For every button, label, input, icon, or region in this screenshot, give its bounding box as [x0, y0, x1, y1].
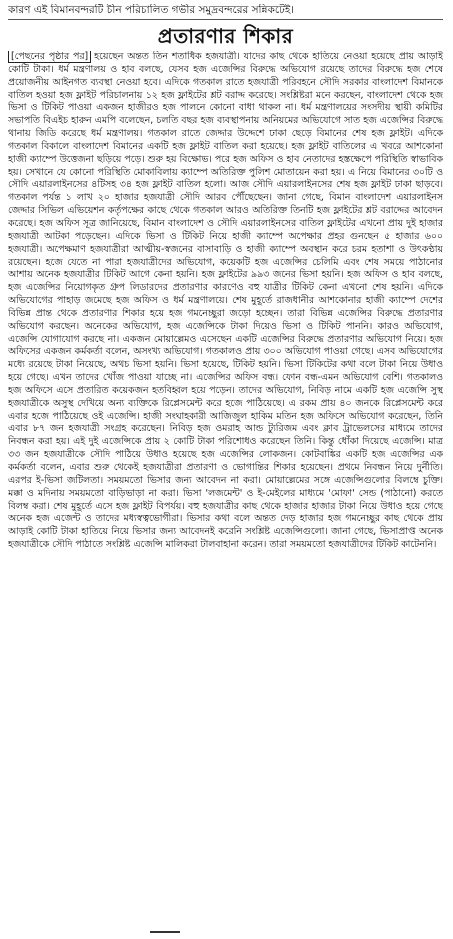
column-end-rule	[150, 931, 180, 937]
continued-from-tag: [পেছনের পৃষ্ঠার পর]	[8, 51, 91, 63]
article-body-text: হয়েছেন অন্তত তিন শতাধিক হজযাত্রী। যাদের কাছ থেকে হাতিয়ে নেওয়া হয়েছে প্রায় আড়াই কোটি টাকা। ধর্ম মন্ত্রণালয় ও হাব বলছে, যেসব হজ এজেন্সির বিরুদ্ধে অভিযোগ রয়েছে তাদের বিরুদ্ধে হজ শেষে প্রয়োজনীয় আইনগত ব্যবস্থা নেওয়া হবে। এদিকে গতকাল রাতে হজযাত্রী পরিবহনে সৌদি সরকার বাংলাদেশ বিমানকে বাতিল হওয়া হজ ফ্লাইট পরিচালনায় ১২ হজ ফ্লাইটের শ্লট বরাদ্দ করেছে। সংশ্লিষ্টরা মনে করছেন, বাংলাদেশ থেকে হজ ভিসা ও টিকিট পাওয়া একজন হাজীরও হজ পালনে কোনো বাধা থাকল না। ধর্ম মন্ত্রণালয়ের সংসদীয় স্থায়ী কমিটির সভাপতি বিএইচ হারুন এমপি বলেছেন, চলতি বছর হজ ব্যবস্থাপনায় অনিয়মের অভিযোগে সাত হজ এজেন্সির বিরুদ্ধে থানায় জিডি করেছে ধর্ম মন্ত্রণালয়। গতকাল রাতে জেদ্দার উদ্দেশে ঢাকা ছেড়ে বিমানের শেষ হজ ফ্লাইট। এদিকে গতকাল বিকালে বাংলাদেশ বিমানের একটি হজ ফ্লাইট বাতিল করা হয়েছে। হজ ফ্লাইট বাতিলের এ খবরে আশকোনা হাজী ক্যাম্পে উত্তেজনা ছড়িয়ে পড়ে। শুরু হয় বিক্ষোভ। পরে হজ অফিস ও হাব নেতাদের হস্তক্ষেপে পরিস্থিতি স্বাভাবিক হয়। সেখানে যে কোনো পরিস্থিতি মোকাবিলায় ক্যাম্পে অতিরিক্ত পুলিশ মোতায়েন করা হয়। এ নিয়ে বিমানের ৩০টি ও সৌদি এয়ারলাইনসের ৪টিসহ ৩৪ হজ ফ্লাইট বাতিল হলো। আজ সৌদি এয়ারলাইনসের শেষ হজ ফ্লাইট ঢাকা ছাড়বে। গতকাল পর্যন্ত ১ লাখ ২০ হাজার হজযাত্রী সৌদি আরব পৌঁছেছেন। জানা গেছে, বিমান বাংলাদেশ এয়ারলাইনস জেদ্দার সিভিল এভিয়েশন কর্তৃপক্ষের কাছে থেকে গতকাল আরও অতিরিক্ত তিনটি হজ ফ্লাইটের শ্লট বরাদ্দের আবেদন করেছে। হজ অফিস সূত্র জানিয়েছে, বিমান বাংলাদেশ ও সৌদি এয়ারলাইনসের বাতিল ফ্লাইটের এখনো প্রায় দুই হাজার হজযাত্রী আটকা পড়েছেন। এদিকে ভিসা ও টিকিট নিয়ে হাজী ক্যাম্পে অপেক্ষার প্রহর গুনছেন ৫ হাজার ৬০০ হজযাত্রী। অপেক্ষমাণ হজযাত্রীরা আত্মীয়-স্বজনের বাসাবাড়ি ও হাজী ক্যাম্পে অবস্থান করে চরম হতাশা ও উৎকণ্ঠায় রয়েছেন। হজে যেতে না পারা হজযাত্রীদের অভিযোগ, কয়েকটি হজ এজেন্সির চেলিমি এবং শেষ সময়ে পাঠানোর আশায় অনেক হজযাত্রীর টিকিট আগে কেনা হয়নি। হজ ফ্লাইটের ৯৯৩ জনের ভিসা হয়নি। হজ অফিস ও হাব বলছে, হজ এজেন্সির নিয়োগকৃত গ্রুপ লিডারদের প্রতারণার কারণেও বহু যাত্রীর টিকিট কেনা এখনো শেষ হয়নি। এদিকে অভিযোগের পাহাড় জমেছে হজ অফিস ও ধর্ম মন্ত্রণালয়ে। শেষ মুহূর্তে রাজধানীর আশকোনার হাজী ক্যাম্পে দেশের বিভিন্ন প্রান্ত থেকে প্রতারণার শিকার হয়ে হজ গমনেচ্ছুরা জড়ো হচ্ছেন। তারা বিভিন্ন এজেন্সির বিরুদ্ধে প্রতারণার অভিযোগ করছেন। অনেকের অভিযোগ, হজ এজেন্সিকে টাকা দিয়েও ভিসা ও টিকিট পাননি। কারও অভিযোগ, এজেন্সি যোগাযোগ করছে না। একজন মোয়াল্লেমও এসেছেন একটি এজেন্সির বিরুদ্ধে প্রতারণার অভিযোগ নিয়ে। হজ অফিসের একজন কর্মকর্তা বলেন, অসংখ্য অভিযোগ। গতকালও প্রায় ৩০০ অভিযোগ পাওয়া গেছে। এসব অভিযোগের মধ্যে রয়েছে টাকা নিয়েছে, অথচ ভিসা হয়নি। ভিসা হয়েছে, টিকিট হয়নি। ভিসা টিকিটের কথা বলে টাকা নিয়ে উধাও হয়ে গেছে। এখন তাদের খোঁজ পাওয়া যাচ্ছে না। এজেন্সির অফিস বন্ধ। ফোন বন্ধ-এমন অভিযোগ বেশি। গতকালও হজ অফিসে এসে প্রতারিত কয়েকজন হতবিহ্বল হয়ে পড়েন। তাদের অভিযোগ, নিবিড় নামে একটি হজ এজেন্সি সুস্থ হজযাত্রীকে অসুস্থ দেখিয়ে অন্য ব্যক্তিকে রিপ্লেসমেন্ট করে হজে পাঠিয়েছে। এ রকম প্রায় ৪০ জনকে রিপ্লেসমেন্ট করে এবার হজে পাঠিয়েছে ওই এজেন্সি। হাজী সংঘাহকারী আজিজুল হাকিম মতিন হজ অফিসে অভিযোগ করেছেন, তিনি এবার ৮৭ জন হজযাত্রী সংগ্রহ করেছেন। নিবিড় হজ ওমরাহ আন্ড ট্যুরিজম এবং ক্লাব ট্রাভেলসের মাধ্যমে তাদের নিবন্ধন করা হয়। এই দুই এজেন্সিকে প্রায় ২ কোটি টাকা পরিশোধও করেছেন তিনি। কিন্তু ধোঁকা দিয়েছে এজেন্সি। মাত্র ৩৩ জন হজযাত্রীকে সৌদি পাঠিয়ে উধাও হয়েছে হজ এজেন্সির লোকজন। কোটবাঙ্কির একটি হজ এজেন্সির এক কর্মকর্তা বলেন, এবার শুরু থেকেই হজযাত্রীরা প্রতারণা ও ভোগান্তির শিকার হয়েছেন। প্রথমে নিবন্ধন নিয়ে দুর্নীতি। এরপর ই-ভিসা জটিলতা। সময়মতো ভিসার জন্য আবেদন না করা। মোয়াল্লেমের সঙ্গে এজেন্সিগুলোর বিলম্বে চুক্তি। মক্কা ও মদিনায় সময়মতো বাড়িভাড়া না করা। ভিসা 'লজমেন্ট' ও ই-মেইলের মাধ্যমে 'মোফা' সেন্ড (পাঠানো) করতে বিলম্ব করা। শেষ মুহূর্তে এসে হজ ফ্লাইট বিপর্যয়। বহু হজযাত্রীর কাছ থেকে হাজার হাজার টাকা নিয়ে উধাও হয়ে গেছে অনেক হজ এজেন্ট ও তাদের মধ্যস্বত্বভোগীরা। ভিসার কথা বলে অন্তত দেড় হাজার হজ গমনেচ্ছুর কাছ থেকে প্রায় আড়াই কোটি টাকা হাতিয়ে নিয়ে ভিসার জন্য আবেদনই করেনি সংশ্লিষ্ট এজেন্সিগুলো। জানা গেছে, ভিসাপ্রাপ্ত অনেক হজযাত্রীকে সৌদি পাঠাতে সংশ্লিষ্ট এজেন্সি মালিকরা টালবাহানা করেন। তারা সময়মতো হজযাত্রীদের টিকিট কাটেননি।	[8, 51, 443, 551]
previous-article-tail: কারণ এই বিমানবন্দরটি চীন পরিচালিত গভীর সমুদ্রবন্দরের সন্নিকটেই।	[8, 4, 443, 20]
article-body	[8, 51, 443, 931]
article-headline: প্রতারণার শিকার	[157, 24, 294, 48]
